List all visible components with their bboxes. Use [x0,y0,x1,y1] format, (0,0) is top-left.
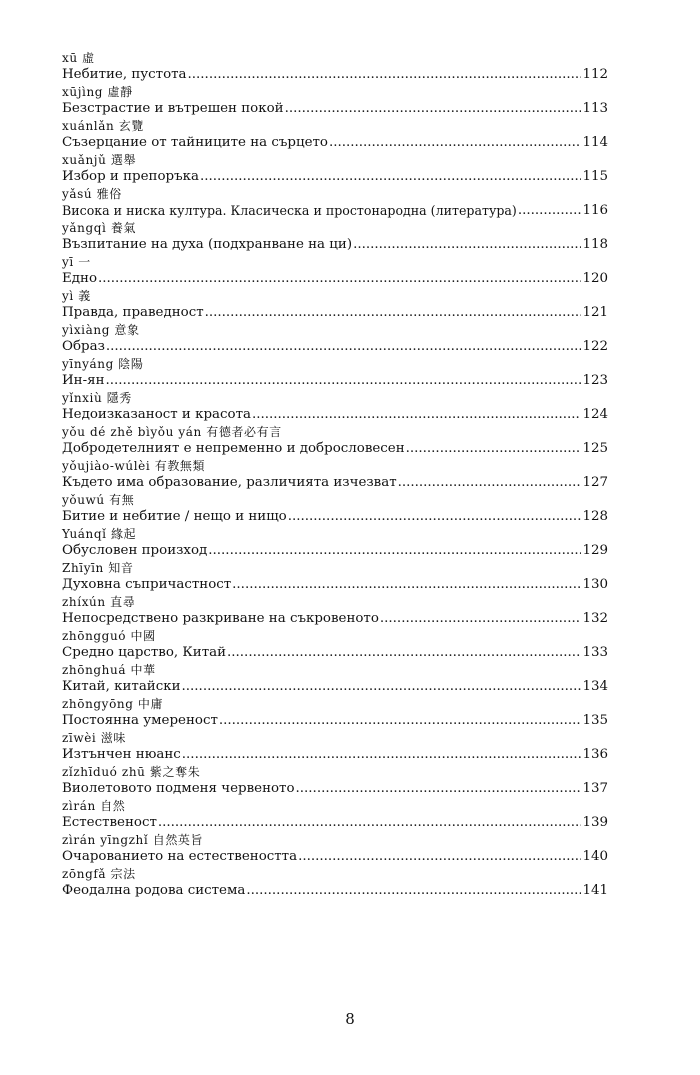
toc-title: Духовна съпричастност [62,577,232,592]
toc-line [62,338,608,356]
toc-term: yǒujiào-wúlèi 有教無類 [62,459,206,473]
toc-entry [62,186,608,220]
toc-term: xuǎnjǔ 選舉 [62,153,137,167]
toc-title: Непосредствено разкриване на съкровеното [62,611,379,626]
toc-page-number: 129 [582,543,608,558]
toc-page-number: 121 [582,305,608,320]
toc-page-number: 133 [582,645,608,660]
dot-leader [353,236,581,254]
dot-leader [106,372,582,390]
toc-term: zīwèi 滋味 [62,731,126,745]
toc-term: yǒuwú 有無 [62,493,135,507]
toc-line [62,780,608,798]
toc-page-number: 114 [582,135,608,150]
toc-page-number: 128 [582,509,608,524]
toc-title: Избор и препоръка [62,169,199,184]
toc-entry [62,424,608,458]
dot-leader [98,270,581,288]
toc-entry [62,322,608,356]
toc-page-number: 140 [582,849,608,864]
dot-leader [182,746,582,764]
dot-leader [298,848,581,866]
toc-title: Обусловен произход [62,543,208,558]
dot-leader [200,168,581,186]
toc-title: Безстрастие и вътрешен покой [62,101,284,116]
toc-term: yǎngqì 養氣 [62,221,137,235]
toc-term: yī 一 [62,255,91,269]
toc-entry [62,594,608,628]
toc-page-number: 125 [582,441,608,456]
toc-entry [62,152,608,186]
dot-leader [208,542,581,560]
dot-leader [246,882,581,900]
toc-term: zìrán yīngzhǐ 自然英旨 [62,833,204,847]
toc-entry [62,356,608,390]
toc-line [62,304,608,322]
toc-title: Съзерцание от тайниците на сърцето [62,135,328,150]
toc-entry [62,526,608,560]
toc-line [62,168,608,186]
toc-term: zǐzhīduó zhū 紫之奪朱 [62,765,201,779]
toc-entry [62,798,608,832]
toc-term: zōngfǎ 宗法 [62,867,136,881]
toc-title: Едно [62,271,98,286]
toc-entry [62,832,608,866]
toc-page-number: 141 [582,883,608,898]
toc-entry [62,84,608,118]
toc-page-number: 115 [582,169,608,184]
toc-page-number: 130 [582,577,608,592]
toc-entry [62,696,608,730]
toc-entry [62,220,608,254]
toc-term: yǐnxiù 隱秀 [62,391,132,405]
toc-entry [62,866,608,900]
toc-page-number: 120 [582,271,608,286]
toc-page-number: 113 [582,101,608,116]
toc-title: Китай, китайски [62,679,181,694]
dot-leader [398,474,582,492]
toc-page-number: 124 [582,407,608,422]
dot-leader [380,610,582,628]
toc-term: zhōngguó 中國 [62,629,156,643]
toc-term: yīnyáng 陰陽 [62,357,144,371]
dot-leader [232,576,581,594]
toc-page-number: 118 [582,237,608,252]
toc-line [62,202,608,220]
toc-title: Очарованието на естествеността [62,849,298,864]
toc-term: Zhīyīn 知音 [62,561,134,575]
toc-page-number: 127 [582,475,608,490]
dot-leader [406,440,582,458]
toc-term: Yuánqǐ 緣起 [62,527,137,541]
toc-title: Недоизказаност и красота [62,407,251,422]
toc-entry [62,730,608,764]
toc-line [62,882,608,900]
toc-page [62,50,608,900]
dot-leader [252,406,581,424]
toc-title: Ин-ян [62,373,105,388]
toc-line [62,66,608,84]
toc-entry [62,118,608,152]
toc-entry [62,560,608,594]
toc-title: Изтънчен нюанс [62,747,181,762]
toc-line [62,508,608,526]
toc-page-number: 112 [582,67,608,82]
toc-line [62,576,608,594]
toc-line [62,814,608,832]
toc-title: Естественост [62,815,157,830]
toc-term: zìrán 自然 [62,799,126,813]
toc-title: Средно царство, Китай [62,645,227,660]
toc-page-number: 134 [582,679,608,694]
dot-leader [205,304,582,322]
toc-entry [62,254,608,288]
toc-entry [62,458,608,492]
toc-page-number: 122 [582,339,608,354]
toc-entry [62,50,608,84]
page-number-footer: 8 [345,1010,355,1028]
toc-term: xūjìng 虛靜 [62,85,133,99]
toc-line [62,610,608,628]
dot-leader [518,202,582,220]
toc-title: Възпитание на духа (подхранване на ци) [62,237,353,252]
toc-entry [62,764,608,798]
toc-term: yìxiàng 意象 [62,323,140,337]
toc-entry [62,390,608,424]
toc-line [62,474,608,492]
toc-line [62,848,608,866]
dot-leader [285,100,582,118]
toc-title: Правда, праведност [62,305,204,320]
toc-title: Образ [62,339,105,354]
dot-leader [188,66,582,84]
toc-page-number: 135 [582,713,608,728]
toc-page-number: 123 [582,373,608,388]
toc-term: zhōngyōng 中庸 [62,697,164,711]
toc-title: Където има образование, различията изчезват [62,475,397,490]
dot-leader [227,644,581,662]
dot-leader [158,814,582,832]
toc-line [62,134,608,152]
toc-line [62,236,608,254]
toc-line [62,712,608,730]
toc-entry [62,662,608,696]
toc-page-number: 137 [582,781,608,796]
dot-leader [288,508,582,526]
toc-line [62,406,608,424]
toc-title: Небитие, пустота [62,67,187,82]
toc-term: xū 虛 [62,51,95,65]
toc-term: yǎsú 雅俗 [62,187,122,201]
toc-entry [62,288,608,322]
toc-title: Виолетовото подменя червеното [62,781,295,796]
toc-line [62,372,608,390]
toc-line [62,542,608,560]
toc-line [62,100,608,118]
toc-term: zhíxún 直尋 [62,595,136,609]
toc-title: Битие и небитие / нещо и нищо [62,509,287,524]
toc-title: Феодална родова система [62,883,246,898]
toc-page-number: 116 [582,203,608,218]
dot-leader [182,678,582,696]
toc-line [62,644,608,662]
toc-title: Добродетелният е непременно и добрословесен [62,441,405,456]
toc-page-number: 132 [582,611,608,626]
toc-page-number: 139 [582,815,608,830]
toc-entry [62,628,608,662]
dot-leader [219,712,582,730]
toc-entry [62,492,608,526]
dot-leader [106,338,582,356]
toc-term: yì 義 [62,289,91,303]
toc-term: xuánlǎn 玄覽 [62,119,144,133]
toc-title: Постоянна умереност [62,713,218,728]
toc-line [62,678,608,696]
dot-leader [329,134,581,152]
toc-term: yǒu dé zhě bìyǒu yán 有德者必有言 [62,425,282,439]
toc-line [62,270,608,288]
toc-term: zhōnghuá 中華 [62,663,156,677]
dot-leader [296,780,582,798]
toc-line [62,440,608,458]
toc-page-number: 136 [582,747,608,762]
toc-title: Висока и ниска култура. Класическа и простонародна (литература) [62,203,517,218]
toc-line [62,746,608,764]
